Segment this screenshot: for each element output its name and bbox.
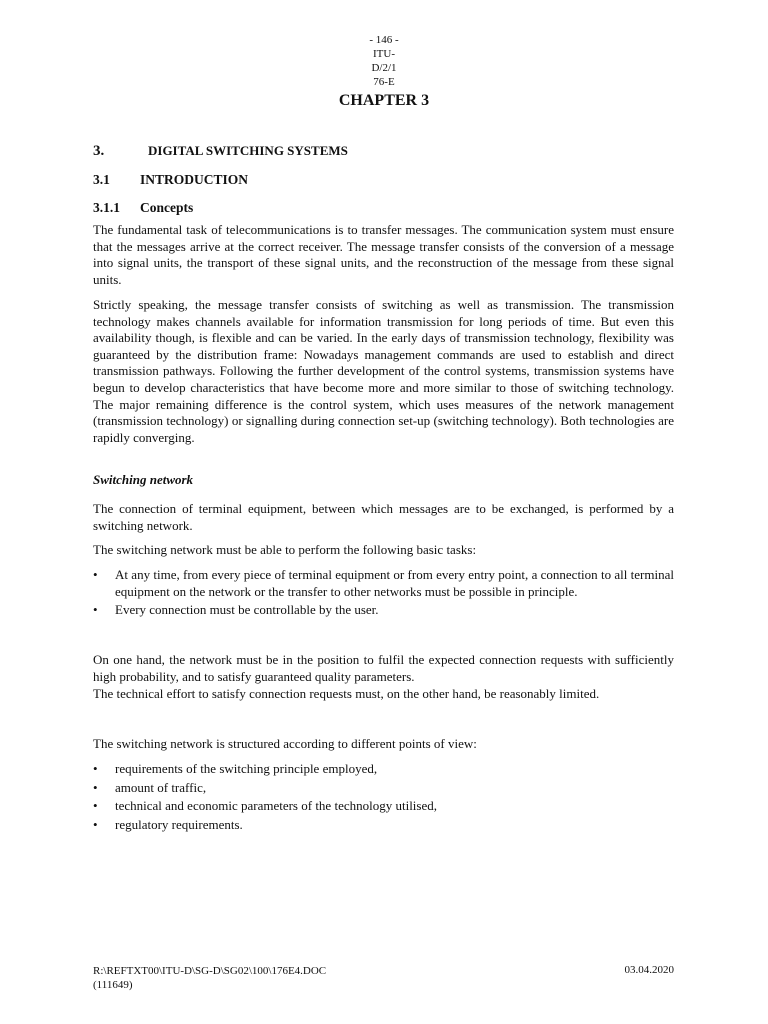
doc-ref-line-2: D/2/1 xyxy=(371,62,397,74)
paragraph-switching-1: The connection of terminal equipment, between which messages are to be exchanged, is performed by a switching network. xyxy=(93,501,674,533)
paragraph-switching-5: The switching network is structured according to different points of view: xyxy=(93,736,477,751)
subsubsection-number: 3.1.1 xyxy=(93,200,120,215)
section-title: DIGITAL SWITCHING SYSTEMS xyxy=(148,143,348,158)
list-item: • technical and economic parameters of the technology utilised, xyxy=(93,798,437,814)
page-number: - 146 - xyxy=(369,34,399,46)
section-heading xyxy=(93,143,348,160)
list-item: • At any time, from every piece of terminal equipment or from every entry point, a connection to all terminal equipment on the network or the transfer to other networks must be possible in principle. xyxy=(93,567,674,599)
paragraph-concepts-1: The fundamental task of telecommunications is to transfer messages. The communication system must ensure that the messages arrive at the correct receiver. The message transfer consists of the conversion of a message into signal units, the transport of these signal units, and the reconstruction of the message from these signal units. xyxy=(93,222,674,287)
doc-ref-line-1: ITU- xyxy=(373,48,395,60)
subsection-heading xyxy=(93,172,248,188)
list-item: • requirements of the switching principle employed, xyxy=(93,761,378,776)
footer-date: 03.04.2020 xyxy=(624,964,674,976)
doc-ref-line-3: 76-E xyxy=(373,76,395,88)
switching-network-heading: Switching network xyxy=(93,472,194,487)
paragraph-concepts-2: Strictly speaking, the message transfer consists of switching as well as transmission. The transmission technology makes channels available for information transmission for long periods of time. But even this availability though, is flexible and can be varied. In the early days of transmission technology, flexibility was guaranteed by the distribution frame: Nowadays management commands are used to establish and direct transmission pathways. Following the further development of the control systems, transmission systems have begun to develop characteristics that have become more and more similar to those of switching technology. The major remaining difference is the control system, which uses measures of the network management (transmission technology) or signalling during connection set-up (switching technology). Both technologies are rapidly converging. xyxy=(93,297,674,445)
list-item: • Every connection must be controllable by the user. xyxy=(93,602,379,618)
page-footer xyxy=(93,964,326,992)
subsection-title: INTRODUCTION xyxy=(140,172,249,187)
bullet: • xyxy=(93,779,98,795)
subsection-number: 3.1 xyxy=(93,172,110,187)
subsubsection-heading xyxy=(93,200,193,216)
document-id: (111649) xyxy=(93,979,133,991)
list-item: • regulatory requirements. xyxy=(93,816,243,832)
structure-list xyxy=(93,761,674,835)
bullet: • xyxy=(93,761,98,776)
list-item: • amount of traffic, xyxy=(93,779,207,795)
file-path: R:\REFTXT00\ITU-D\SG-D\SG02\100\176E4.DOC xyxy=(93,965,327,977)
section-number: 3. xyxy=(93,143,105,159)
paragraph-switching-2: The switching network must be able to perform the following basic tasks: xyxy=(93,542,477,557)
paragraph-switching-3: On one hand, the network must be in the position to fulfil the expected connection requests with sufficiently high probability, and to satisfy guaranteed quality parameters. xyxy=(93,652,674,684)
bullet: • xyxy=(93,816,98,832)
tasks-list xyxy=(93,567,674,621)
paragraph-switching-4: The technical effort to satisfy connection requests must, on the other hand, be reasonably limited. xyxy=(93,686,600,701)
bullet: • xyxy=(93,567,98,582)
subsubsection-title: Concepts xyxy=(140,200,194,215)
chapter-title: CHAPTER 3 xyxy=(338,92,430,109)
page-header xyxy=(0,33,768,89)
bullet: • xyxy=(93,798,98,814)
bullet: • xyxy=(93,602,98,618)
